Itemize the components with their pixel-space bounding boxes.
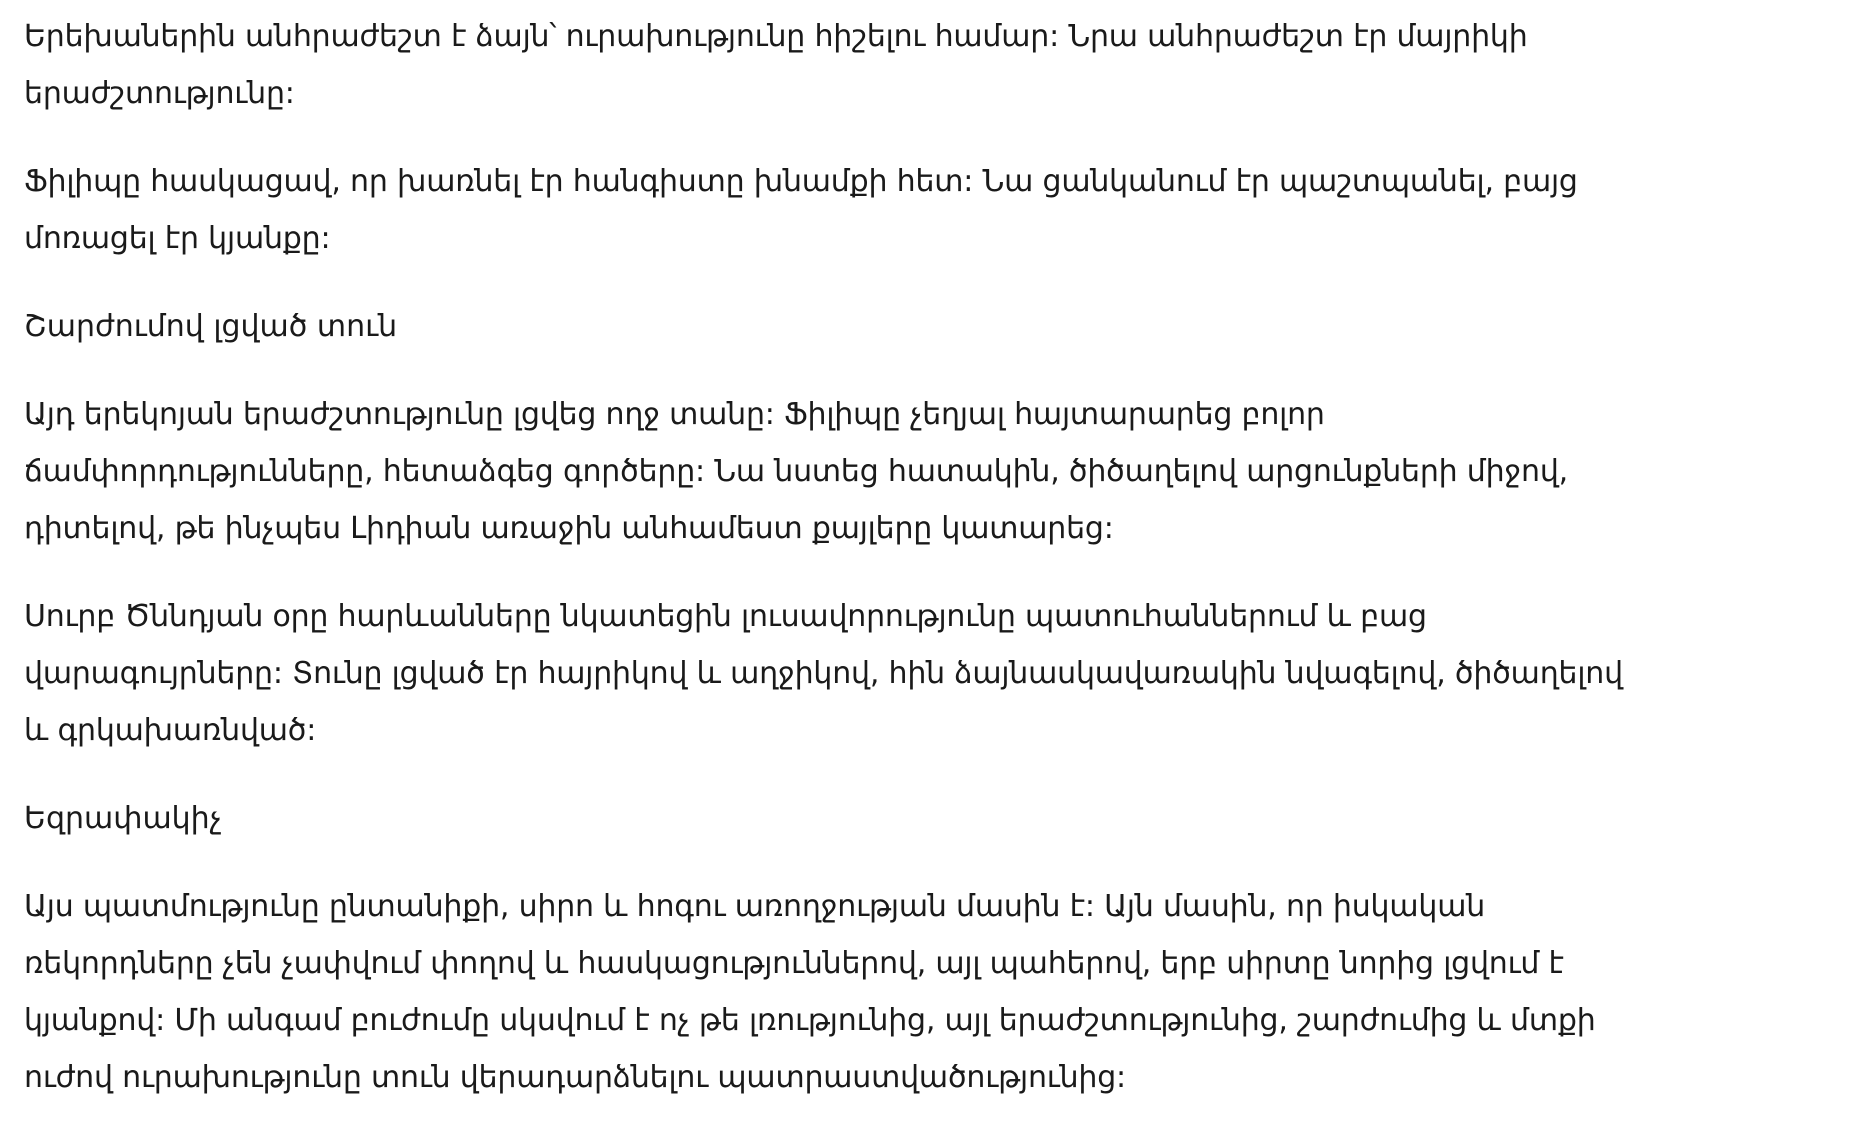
paragraph: Սուրբ Ծննդյան օրը հարևանները նկատեցին լուսավորությունը պատուհաններում և բաց վարագույրները: Տունը լցված էր հայրիկով և աղջիկով, հին ձայնասկավառակին նվագելով, ծիծաղելով և գրկախառնված:	[24, 599, 1623, 748]
paragraph: Երեխաներին անհրաժեշտ է ձայն՝ ուրախությունը հիշելու համար: Նրա անհրաժեշտ էր մայրիկի երաժշտությունը:	[24, 19, 1528, 111]
document-body	[24, 8, 1624, 1137]
paragraph: Այս պատմությունը ընտանիքի, սիրո և հոգու առողջության մասին է: Այն մասին, որ իսկական ռեկորդները չեն չափվում փողով և հասկացություններով, այլ պահերով, երբ սիրտը նորից լցվում է կյանքով: Մի անգամ բուժումը սկսվում է ոչ թե լռությունից, այլ երաժշտությունից, շարժումից և մտքի ուժով ուրախությունը տուն վերադարձնելու պատրաստվածությունից:	[24, 889, 1596, 1095]
section-heading: Շարժումով լցված տուն	[24, 309, 398, 344]
paragraph: Ֆիլիպը հասկացավ, որ խառնել էր հանգիստը խնամքի հետ: Նա ցանկանում էր պաշտպանել, բայց մոռացել էր կյանքը:	[24, 164, 1578, 256]
paragraph: Այդ երեկոյան երաժշտությունը լցվեց ողջ տանը: Ֆիլիպը չեղյալ հայտարարեց բոլոր ճամփորդությունները, հետաձգեց գործերը: Նա նստեց հատակին, ծիծաղելով արցունքների միջով, դիտելով, թե ինչպես Լիդիան առաջին անհամեստ քայլերը կատարեց:	[24, 397, 1568, 546]
section-heading: Եզրափակիչ	[24, 801, 222, 836]
